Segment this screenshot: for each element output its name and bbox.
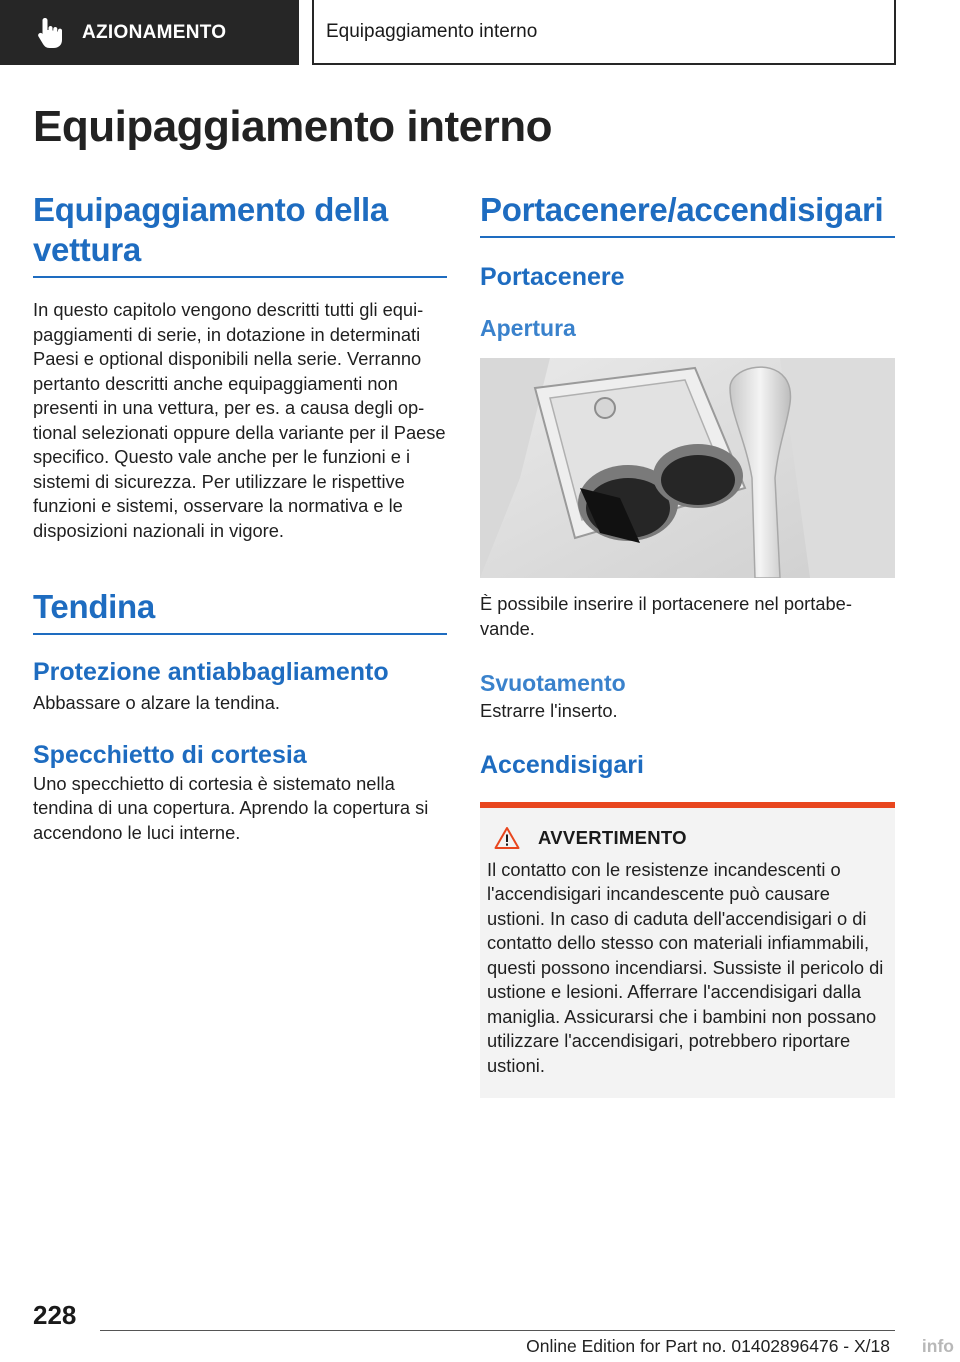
warning-text: Il contatto con le resistenze incandescenti o l'accendisigari incandescente può causare ustioni. In caso di caduta dell'accendisigari o di contatto dello stesso con materiali infiammabili, questi possono incendiarsi. Sussiste il pericolo di ustione e lesioni. Afferrare l'accendisigari dalla maniglia. Assicurarsi che i bambini non possano utilizzare l'accendisigari, potrebbero riportare ustioni. xyxy=(487,858,884,1076)
header-section-label: AZIONAMENTO xyxy=(82,21,227,43)
warning-box xyxy=(480,802,895,1099)
header-chapter-tab xyxy=(312,0,896,65)
paragraph-protezione: Abbassare o alzare la tendina. xyxy=(33,692,280,713)
warning-triangle-icon xyxy=(494,826,520,850)
page-title: Equipaggiamento interno xyxy=(33,102,552,151)
subheading-svuotamento: Svuotamento xyxy=(480,670,626,696)
footer-brand-watermark: info xyxy=(921,1336,954,1356)
section-heading-tendina: Tendina xyxy=(33,587,447,635)
image-caption: È possibile inserire il portacenere nel portabevande. xyxy=(480,593,852,639)
footer-edition: Online Edition for Part no. 01402896476 - X/18 xyxy=(526,1336,890,1356)
section-heading-equipaggiamento: Equipaggiamento della vettura xyxy=(33,190,447,278)
subheading-portacenere: Portacenere xyxy=(480,263,625,291)
subheading-protezione: Protezione antiabbagliamento xyxy=(33,658,389,686)
section-heading-portacenere-accendisigari: Portacenere/accendisigari xyxy=(480,190,895,238)
left-column xyxy=(33,190,447,845)
warning-label: AVVERTIMENTO xyxy=(538,826,687,848)
header-section-tab xyxy=(0,0,299,65)
paragraph-svuotamento: Estrarre l'inserto. xyxy=(480,700,618,721)
cupholder-ashtray-image xyxy=(480,358,895,578)
subheading-accendisigari: Accendisigari xyxy=(480,750,644,779)
footer-divider xyxy=(100,1330,895,1331)
pointing-hand-icon xyxy=(36,16,64,50)
paragraph-specchietto: Uno specchietto di cortesia è sistemato nella tendina di una copertura. Aprendo la copertura si accendono le luci interne. xyxy=(33,772,429,843)
subheading-apertura: Apertura xyxy=(480,315,576,341)
page-number: 228 xyxy=(33,1300,77,1330)
subheading-specchietto: Specchietto di cortesia xyxy=(33,740,307,769)
right-column xyxy=(480,190,895,1098)
section-paragraph-equipaggiamento: In questo capitolo vengono descritti tutti gli equipaggiamenti di serie, in dotazione in determinati Paesi e optional disponibili nella serie. Verranno pertanto descritti anche equipaggiamenti non presenti in una vettura, per es. a causa degli optional selezionati oppure della variante per il Paese specifico. Questo vale anche per le funzioni e i sistemi di sicurezza. Per utilizzare le rispettive funzioni e sistemi, osservare la normativa e le disposizioni nazionali in vigore. xyxy=(33,299,446,541)
header-chapter-label: Equipaggiamento interno xyxy=(326,20,538,42)
